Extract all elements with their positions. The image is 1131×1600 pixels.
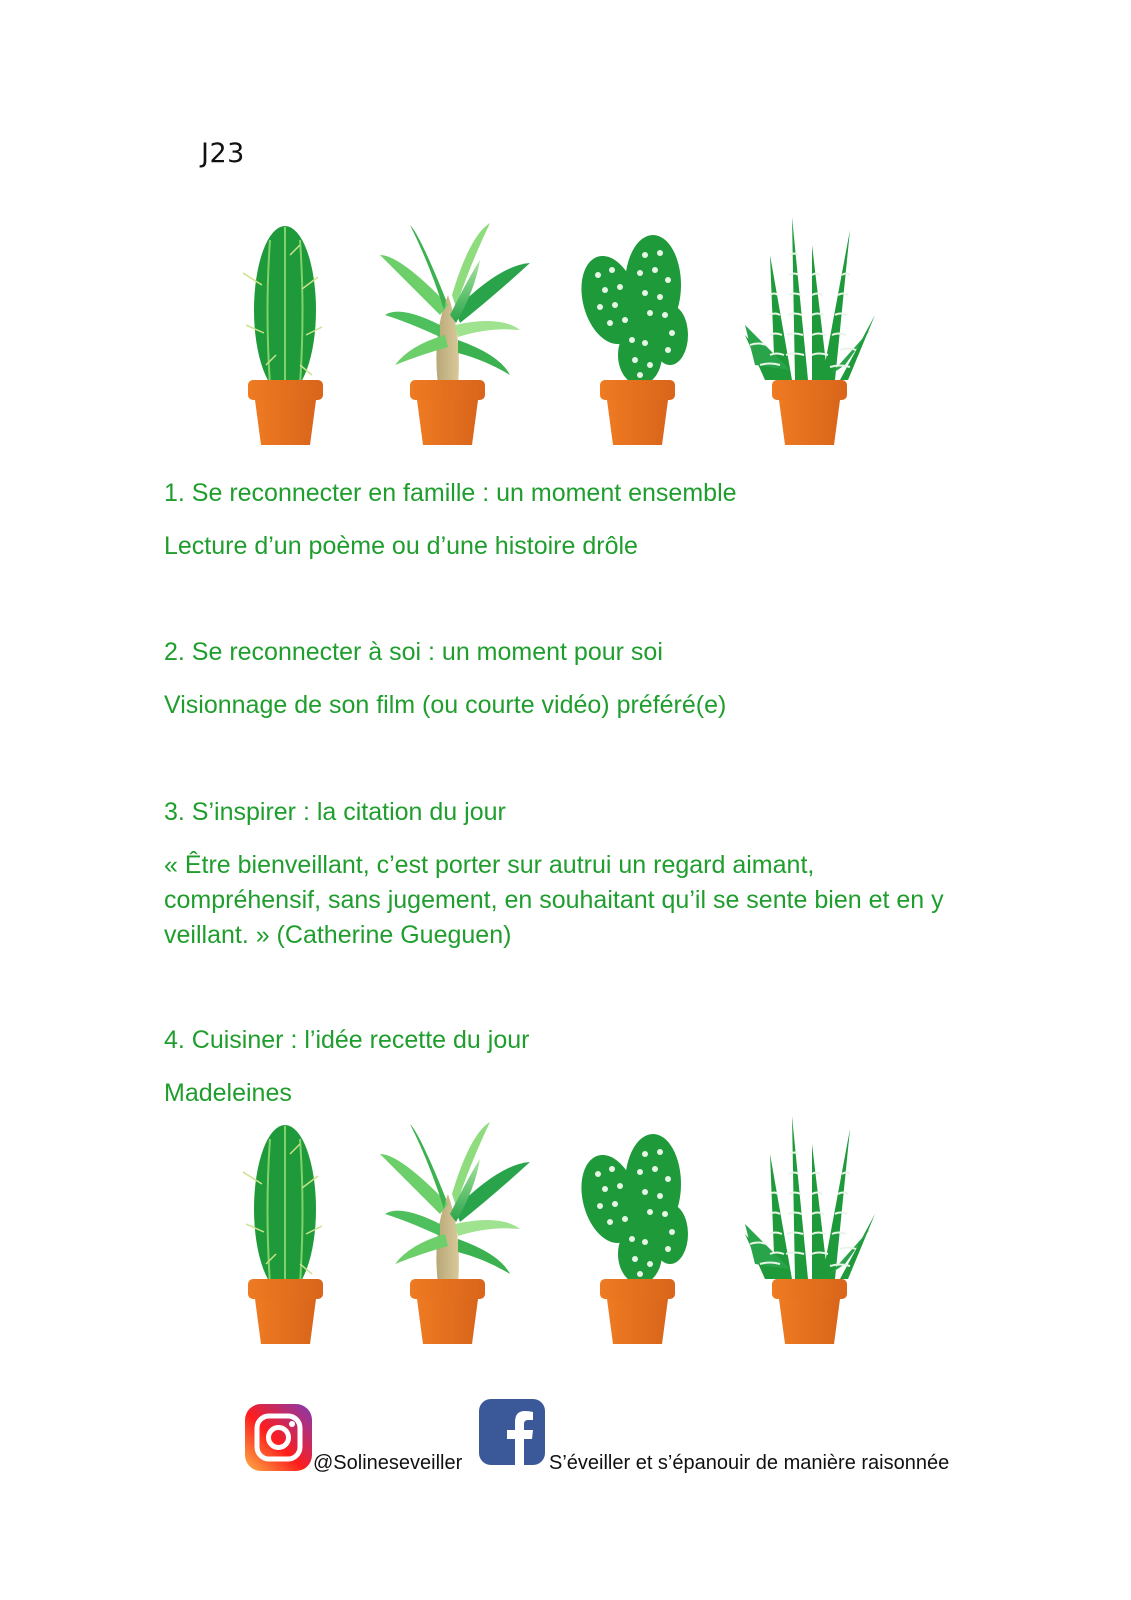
section-4-title: 4. Cuisiner : l’idée recette du jour [164, 1026, 530, 1054]
dracaena-plant-icon [380, 223, 530, 445]
bunny-ear-cactus-icon [572, 235, 688, 445]
bunny-ear-cactus-icon [572, 1134, 688, 1344]
section-3-title: 3. S’inspirer : la citation du jour [164, 798, 506, 826]
instagram-icon[interactable] [245, 1404, 312, 1471]
day-label: J23 [201, 138, 245, 169]
section-4-line-1: Madeleines [164, 1079, 292, 1107]
section-3 [164, 795, 1014, 953]
dracaena-plant-icon [380, 1122, 530, 1344]
section-3-line-2: compréhensif, sans jugement, en souhaitant qu’il se sente bien et en y [164, 886, 944, 914]
section-1 [164, 476, 1014, 564]
zebra-haworthia-icon [745, 217, 875, 445]
facebook-page-name[interactable]: S’éveiller et s’épanouir de manière raisonnée [549, 1452, 950, 1474]
section-1-title: 1. Se reconnecter en famille : un moment ensemble [164, 479, 737, 507]
section-3-line-3: veillant. » (Catherine Gueguen) [164, 921, 512, 949]
plant-row-top [0, 215, 1131, 455]
section-4 [164, 1023, 1014, 1111]
section-2 [164, 635, 1014, 723]
column-cactus-icon [243, 226, 323, 445]
section-2-title: 2. Se reconnecter à soi : un moment pour soi [164, 638, 663, 666]
instagram-handle[interactable]: @Solineseveiller [313, 1452, 463, 1474]
section-2-line-1: Visionnage de son film (ou courte vidéo) préféré(e) [164, 691, 727, 719]
section-3-line-1: « Être bienveillant, c’est porter sur autrui un regard aimant, [164, 851, 815, 879]
footer [0, 1404, 1131, 1494]
facebook-icon[interactable] [479, 1399, 545, 1465]
column-cactus-icon [243, 1125, 323, 1344]
zebra-haworthia-icon [745, 1116, 875, 1344]
section-1-line-1: Lecture d’un poème ou d’une histoire drôle [164, 532, 638, 560]
plant-row-bottom [0, 1114, 1131, 1354]
